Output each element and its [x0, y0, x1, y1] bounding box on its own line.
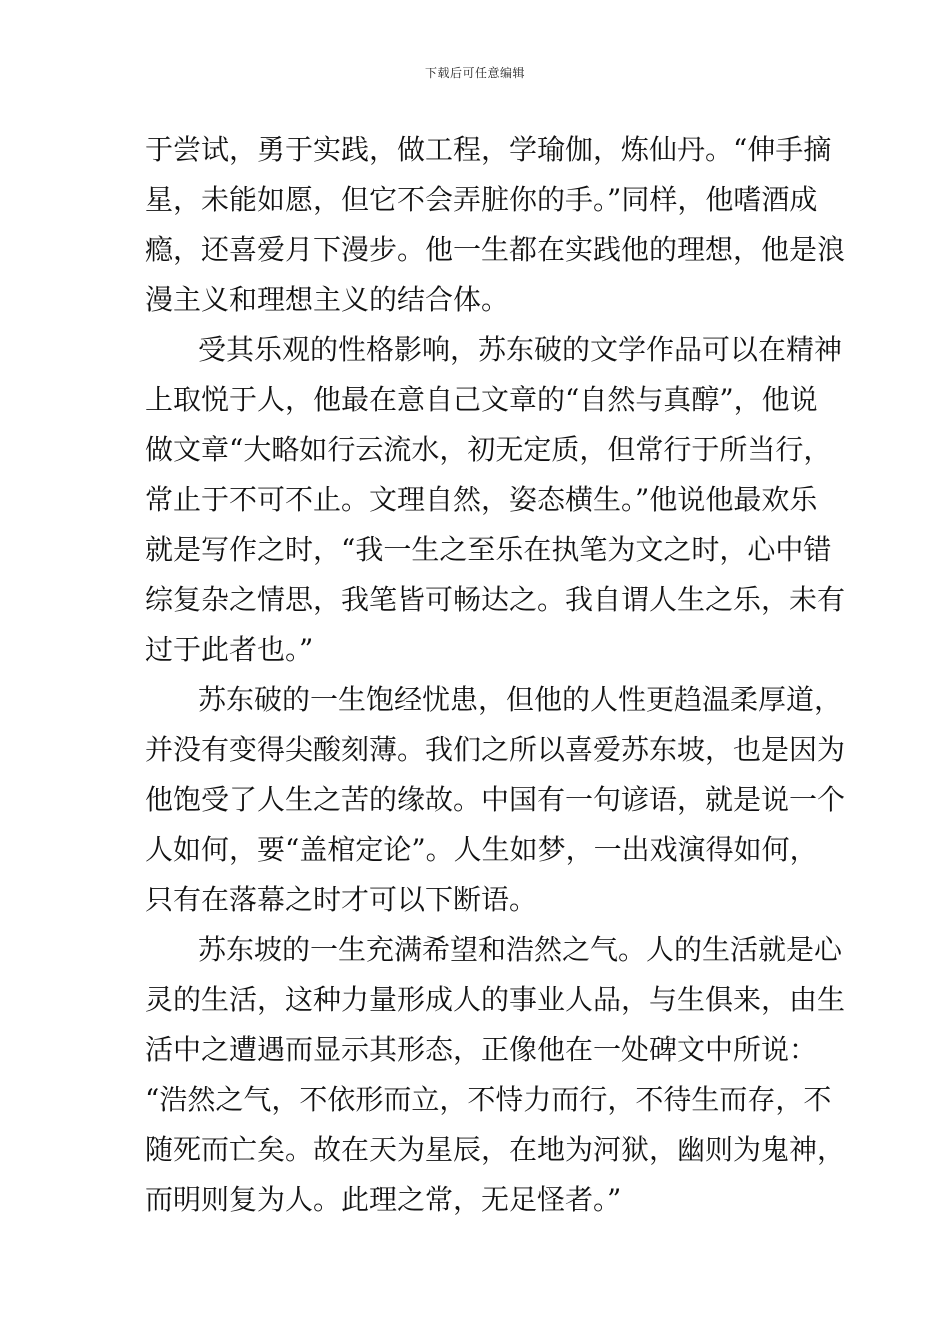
paragraph-3-line-3: 他饱受了人生之苦的缘故。中国有一句谚语，就是说一个 — [145, 783, 846, 816]
paragraph-4-line-5: 随死而亡矣。故在天为星辰，在地为河狱，幽则为鬼神， — [145, 1133, 846, 1166]
paragraph-4-line-4: “浩然之气，不依形而立，不恃力而行，不待生而存，不 — [145, 1083, 832, 1116]
paragraph-1-line-2: 星，未能如愿，但它不会弄脏你的手。”同样，他嗜酒成 — [145, 183, 818, 216]
paragraph-3-line-5: 只有在落幕之时才可以下断语。 — [145, 883, 538, 916]
paragraph-4-line-1: 苏东坡的一生充满希望和浩然之气。人的生活就是心 — [198, 933, 843, 966]
paragraph-2-line-1: 受其乐观的性格影响，苏东破的文学作品可以在精神 — [198, 333, 843, 366]
paragraph-2-line-7: 过于此者也。” — [145, 633, 314, 666]
page-header: 下载后可任意编辑 — [424, 66, 525, 80]
paragraph-3-line-4: 人如何，要“盖棺定论”。人生如梦，一出戏演得如何， — [145, 833, 818, 866]
paragraph-2-line-3: 做文章“大略如行云流水，初无定质，但常行于所当行， — [145, 433, 832, 466]
paragraph-2-line-2: 上取悦于人，他最在意自己文章的“自然与真醇”，他说 — [145, 383, 818, 416]
paragraph-2-line-4: 常止于不可不止。文理自然，姿态横生。”他说他最欢乐 — [145, 483, 818, 516]
paragraph-2-line-6: 综复杂之情思，我笔皆可畅达之。我自谓人生之乐，未有 — [145, 583, 846, 616]
paragraph-4-line-3: 活中之遭遇而显示其形态，正像他在一处碑文中所说： — [145, 1033, 818, 1066]
paragraph-1-line-3: 瘾，还喜爱月下漫步。他一生都在实践他的理想，他是浪 — [145, 233, 846, 266]
paragraph-4-line-6: 而明则复为人。此理之常，无足怪者。” — [145, 1183, 622, 1216]
paragraph-3-line-1: 苏东破的一生饱经忧患，但他的人性更趋温柔厚道， — [198, 683, 843, 716]
paragraph-3-line-2: 并没有变得尖酸刻薄。我们之所以喜爱苏东坡，也是因为 — [145, 733, 846, 766]
paragraph-4-line-2: 灵的生活，这种力量形成人的事业人品，与生俱来，由生 — [145, 983, 846, 1016]
paragraph-2-line-5: 就是写作之时，“我一生之至乐在执笔为文之时，心中错 — [145, 533, 832, 566]
paragraph-1-line-1: 于尝试，勇于实践，做工程，学瑜伽，炼仙丹。“伸手摘 — [145, 133, 832, 166]
paragraph-1-line-4: 漫主义和理想主义的结合体。 — [145, 283, 510, 316]
